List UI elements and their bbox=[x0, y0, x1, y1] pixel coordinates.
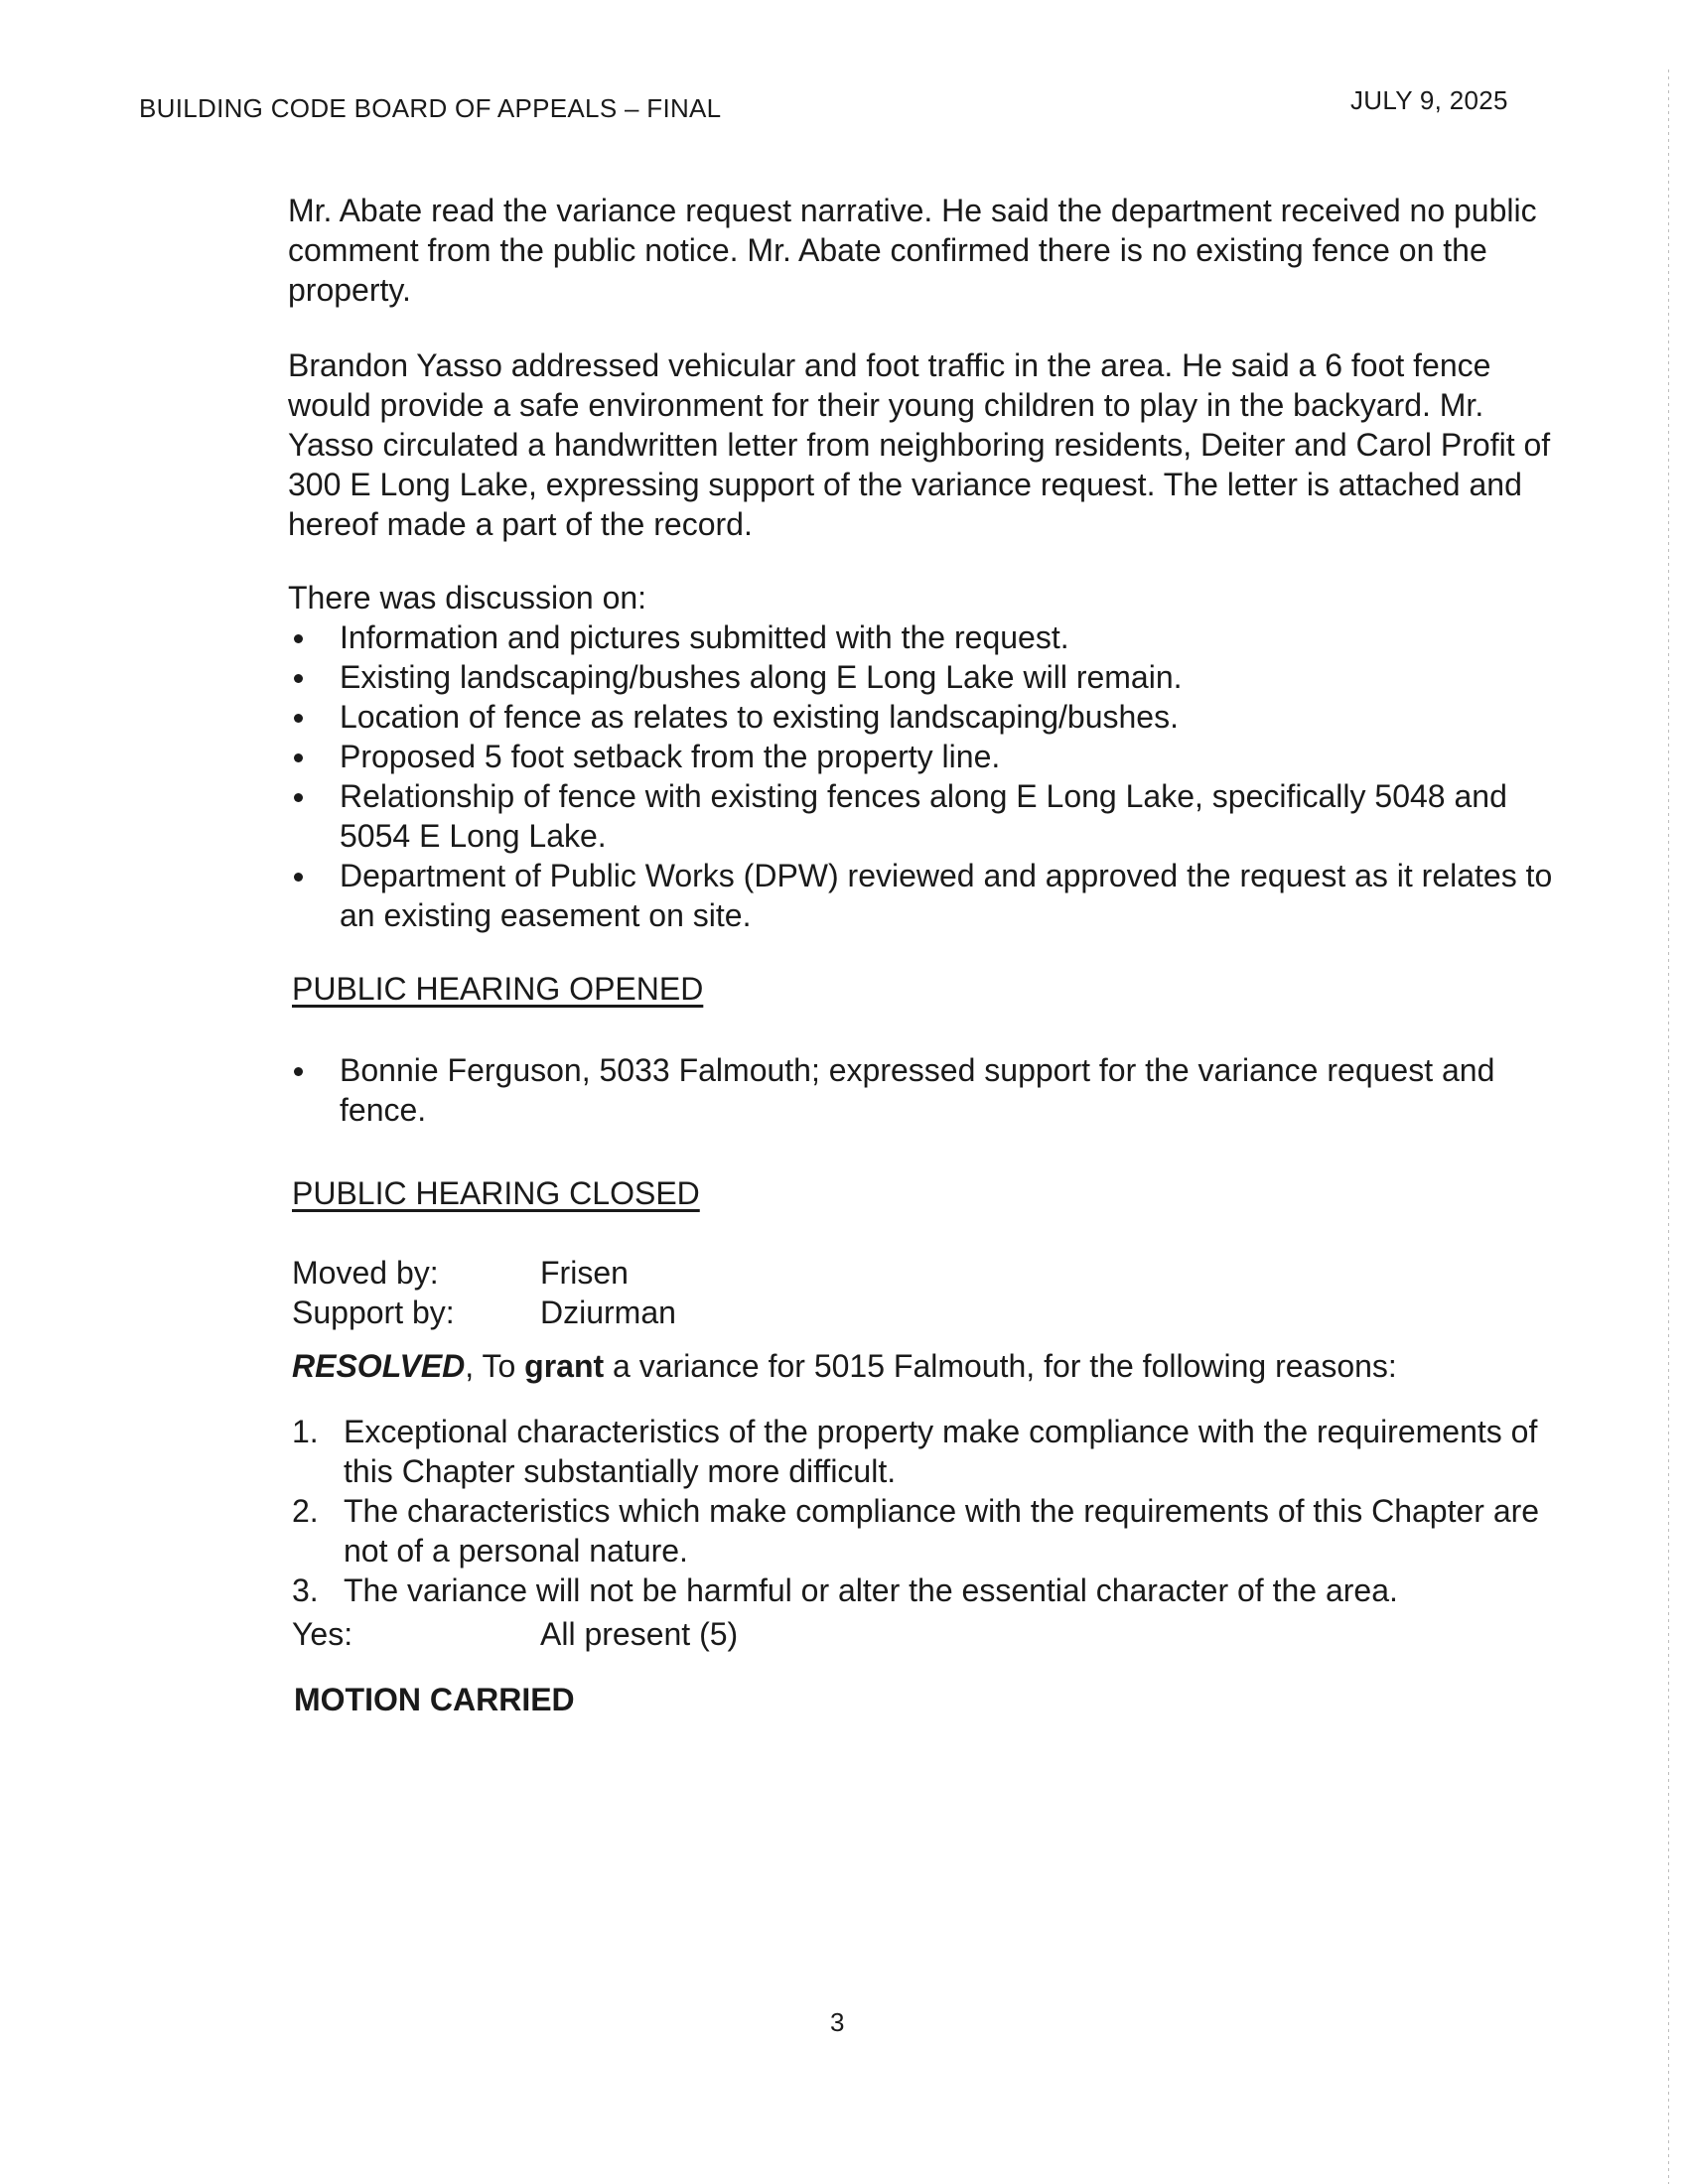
support-by-row bbox=[292, 1293, 676, 1332]
vote-value: All present (5) bbox=[540, 1616, 739, 1652]
resolved-rest: a variance for 5015 Falmouth, for the following reasons: bbox=[604, 1348, 1397, 1384]
grant-word: grant bbox=[524, 1348, 605, 1384]
list-item bbox=[292, 1491, 1573, 1570]
list-item: Existing landscaping/bushes along E Long Lake will remain. bbox=[288, 657, 1579, 697]
moved-by-value: Frisen bbox=[540, 1255, 629, 1291]
page-number: 3 bbox=[830, 2007, 845, 2037]
moved-by-row bbox=[292, 1253, 629, 1293]
list-item bbox=[292, 1570, 1573, 1610]
scan-edge-divider bbox=[1668, 69, 1669, 2184]
resolved-mid: , To bbox=[465, 1348, 525, 1384]
list-item: Information and pictures submitted with the request. bbox=[288, 617, 1579, 657]
reason-number: 1. bbox=[292, 1414, 319, 1449]
discussion-list bbox=[288, 617, 1579, 935]
meeting-date: JULY 9, 2025 bbox=[1350, 85, 1508, 115]
discussion-intro: There was discussion on: bbox=[288, 580, 647, 615]
reason-number: 3. bbox=[292, 1572, 319, 1608]
support-by-value: Dziurman bbox=[540, 1295, 676, 1330]
reason-text: Exceptional characteristics of the property make compliance with the requirements of this Chapter substantially more difficult. bbox=[344, 1414, 1538, 1489]
reason-text: The variance will not be harmful or alter the essential character of the area. bbox=[344, 1572, 1398, 1608]
motion-result: MOTION CARRIED bbox=[294, 1682, 575, 1717]
list-item bbox=[292, 1412, 1573, 1491]
document-title: BUILDING CODE BOARD OF APPEALS – FINAL bbox=[139, 93, 722, 123]
public-hearing-opened-heading: PUBLIC HEARING OPENED bbox=[292, 971, 704, 1007]
resolved-word: RESOLVED bbox=[292, 1348, 466, 1384]
reasons-list bbox=[292, 1412, 1573, 1610]
support-by-label: Support by: bbox=[292, 1295, 455, 1330]
reason-number: 2. bbox=[292, 1493, 319, 1529]
vote-row bbox=[292, 1614, 738, 1654]
moved-by-label: Moved by: bbox=[292, 1255, 439, 1291]
paragraph-abate-narrative: Mr. Abate read the variance request narrative. He said the department received no public comment from the public notice. Mr. Abate confirmed there is no existing fence on the property. bbox=[288, 193, 1537, 308]
vote-label: Yes: bbox=[292, 1616, 353, 1652]
list-item: Department of Public Works (DPW) reviewed and approved the request as it relates to an existing easement on site. bbox=[288, 856, 1579, 935]
list-item: Bonnie Ferguson, 5033 Falmouth; expressed support for the variance request and fence. bbox=[288, 1050, 1579, 1130]
list-item: Location of fence as relates to existing landscaping/bushes. bbox=[288, 697, 1579, 737]
public-comment-list bbox=[288, 1050, 1579, 1130]
list-item: Proposed 5 foot setback from the property line. bbox=[288, 737, 1579, 776]
public-hearing-closed-heading: PUBLIC HEARING CLOSED bbox=[292, 1175, 700, 1211]
paragraph-yasso-statement: Brandon Yasso addressed vehicular and foot traffic in the area. He said a 6 foot fence would provide a safe environment for their young children to play in the backyard. Mr. Yasso circulated a handwritten letter from neighboring residents, Deiter and Carol Profit of 300 E Long Lake, expressing support of the variance request. The letter is attached and hereof made a part of the record. bbox=[288, 347, 1551, 542]
resolution-statement bbox=[292, 1348, 1583, 1385]
list-item: Relationship of fence with existing fences along E Long Lake, specifically 5048 and 5054 E Long Lake. bbox=[288, 776, 1579, 856]
reason-text: The characteristics which make compliance with the requirements of this Chapter are not of a personal nature. bbox=[344, 1493, 1540, 1569]
